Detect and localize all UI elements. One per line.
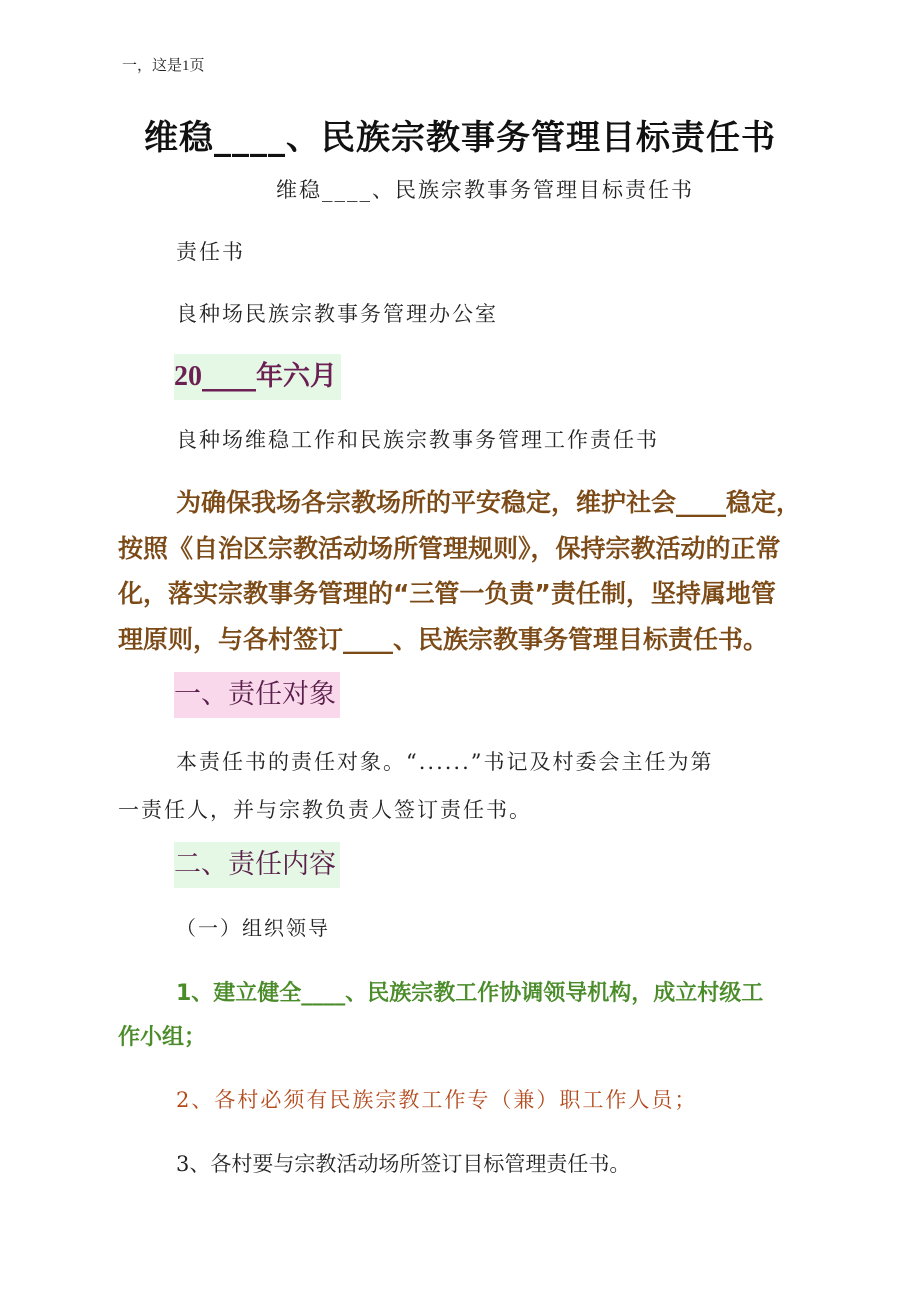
- list-item-1: [118, 972, 764, 1060]
- subsection-heading: （一）组织领导: [176, 916, 330, 940]
- intro-line: 按照《自治区宗教活动场所管理规则》，保持宗教活动的正常: [118, 533, 781, 563]
- section-2-heading: 二、责任内容: [174, 842, 340, 888]
- intro-paragraph: [118, 480, 816, 662]
- intro-line: 为确保我场各宗教场所的平安稳定，维护社会____稳定，: [176, 488, 802, 517]
- list-item-1-line: 1、建立健全____、民族宗教工作协调领导机构，成立村级工: [176, 981, 764, 1006]
- document-subtitle: 维稳____、民族宗教事务管理目标责任书: [276, 178, 694, 202]
- list-item-2: 2、各村必须有民族宗教工作专（兼）职工作人员；: [176, 1088, 698, 1112]
- issuer-line: 良种场民族宗教事务管理办公室: [176, 302, 498, 326]
- page-header: 一，这是1页: [122, 58, 205, 74]
- date-rest: ____年六月: [202, 361, 337, 392]
- date-year-prefix: 20: [174, 361, 202, 392]
- section-1-line: 一责任人，并与宗教负责人签订责任书。: [118, 798, 532, 822]
- section-1-heading: 一、责任对象: [174, 672, 340, 718]
- doc-label: 责任书: [176, 240, 245, 264]
- intro-line: 理原则，与各村签订____、民族宗教事务管理目标责任书。: [118, 624, 769, 654]
- date-line: [174, 354, 341, 400]
- list-item-1-line: 作小组；: [118, 1025, 207, 1050]
- list-item-3: 3、各村要与宗教活动场所签订目标管理责任书。: [176, 1152, 631, 1176]
- doc-title-2: 良种场维稳工作和民族宗教事务管理工作责任书: [176, 428, 659, 452]
- section-1-paragraph: [118, 738, 714, 834]
- intro-line: 化，落实宗教事务管理的“三管一负责”责任制，坚持属地管: [118, 579, 776, 608]
- document-title: 维稳____、民族宗教事务管理目标责任书: [144, 118, 776, 158]
- section-1-line: 本责任书的责任对象。“......”书记及村委会主任为第: [176, 750, 714, 774]
